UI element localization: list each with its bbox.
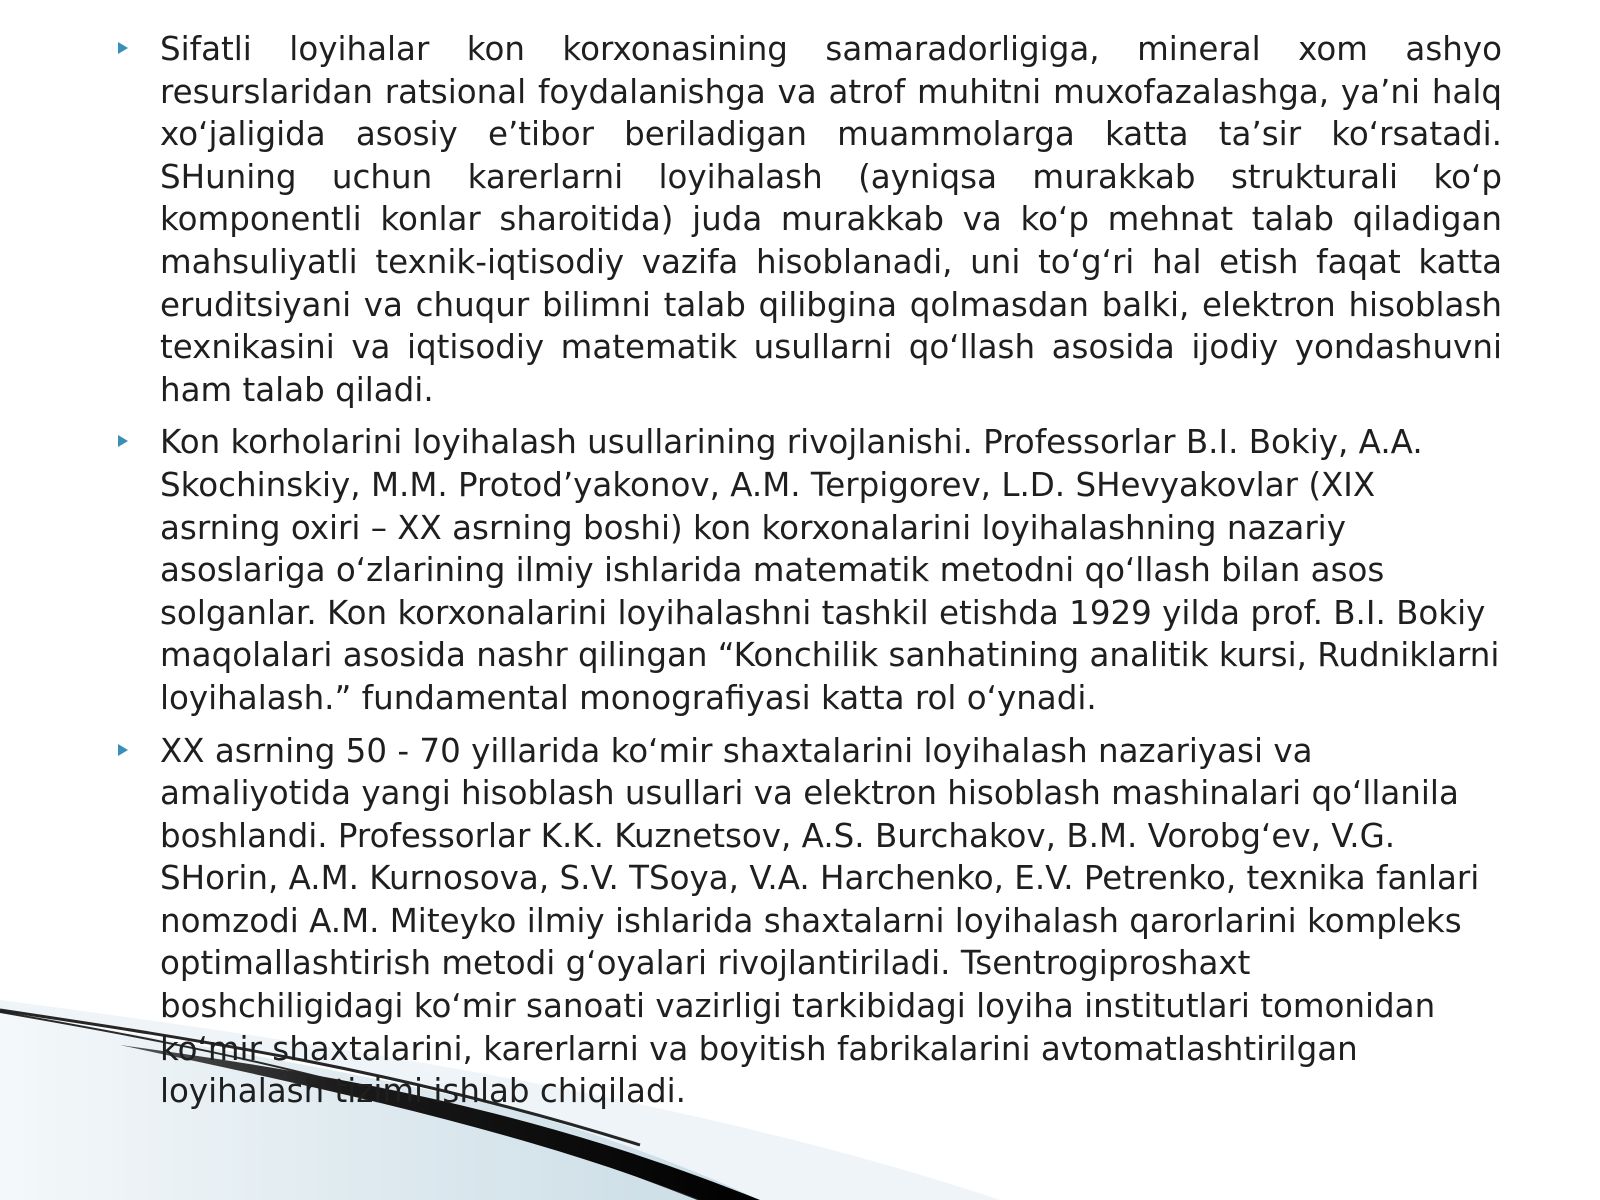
triangle-bullet-icon — [118, 435, 128, 447]
bullet-list — [118, 28, 1502, 1123]
triangle-bullet-icon — [118, 744, 128, 756]
bullet-item — [118, 730, 1502, 1113]
bullet-text: XX asrning 50 - 70 yillarida ko‘mir shaxtalarini loyihalash nazariyasi va amaliyotida yangi hisoblash usullari va elektron hisoblash mashinalari qo‘llanila boshlandi. Professorlar K.K. Kuznetsov, A.S. Burchakov, B.M. Vorobg‘ev, V.G. SHorin, A.M. Kurnosova, S.V. TSoya, V.A. Harchenko, E.V. Petrenko, texnika fanlari nomzodi A.M. Miteyko ilmiy ishlarida shaxtalarni loyihalash qarorlarini kompleks optimallashtirish metodi g‘oyalari rivojlantiriladi. Tsentrogiproshaxt boshchiligidagi ko‘mir sanoati vazirligi tarkibidagi loyiha institutlari tomonidan ko‘mir shaxtalarini, karerlarni va boyitish fabrikalarini avtomatlashtirilgan loyihalash tizimi ishlab chiqiladi. — [160, 731, 1480, 1111]
bullet-text: Sifatli loyihalar kon korxonasining samaradorligiga, mineral xom ashyo resurslaridan ratsional foydalanishga va atrof muhitni muxofazalashga, ya’ni halq xo‘jaligida asosiy e’tibor beriladigan muammolarga katta ta’sir ko‘rsatadi. SHuning uchun karerlarni loyihalash (ayniqsa murakkab strukturali ko‘p komponentli konlar sharoitida) juda murakkab va ko‘p mehnat talab qiladigan mahsuliyatli texnik-iqtisodiy vazifa hisoblanadi, uni to‘g‘ri hal etish faqat katta eruditsiyani va chuqur bilimni talab qilibgina qolmasdan balki, elektron hisoblash texnikasini va iqtisodiy matematik usullarni qo‘llash asosida ijodiy yondashuvni ham talab qiladi. — [160, 30, 1502, 409]
bullet-item — [118, 421, 1502, 719]
triangle-bullet-icon — [118, 42, 128, 54]
bullet-text: Kon korholarini loyihalash usullarining rivojlanishi. Professorlar B.I. Bokiy, A.A. Skochinskiy, M.M. Protod’yakonov, A.M. Terpigorev, L.D. SHevyakovlar (XIX asrning oxiri – XX asrning boshi) kon korxonalarini loyihalashning nazariy asoslariga o‘zlarining ilmiy ishlarida matematik metodni qo‘llash bilan asos solganlar. Kon korxonalarini loyihalashni tashkil etishda 1929 yilda prof. B.I. Bokiy maqolalari asosida nashr qilingan “Konchilik sanhatining analitik kursi, Rudniklarni loyihalash.” fundamental monografiyasi katta rol o‘ynadi. — [160, 423, 1500, 717]
bullet-item — [118, 28, 1502, 411]
